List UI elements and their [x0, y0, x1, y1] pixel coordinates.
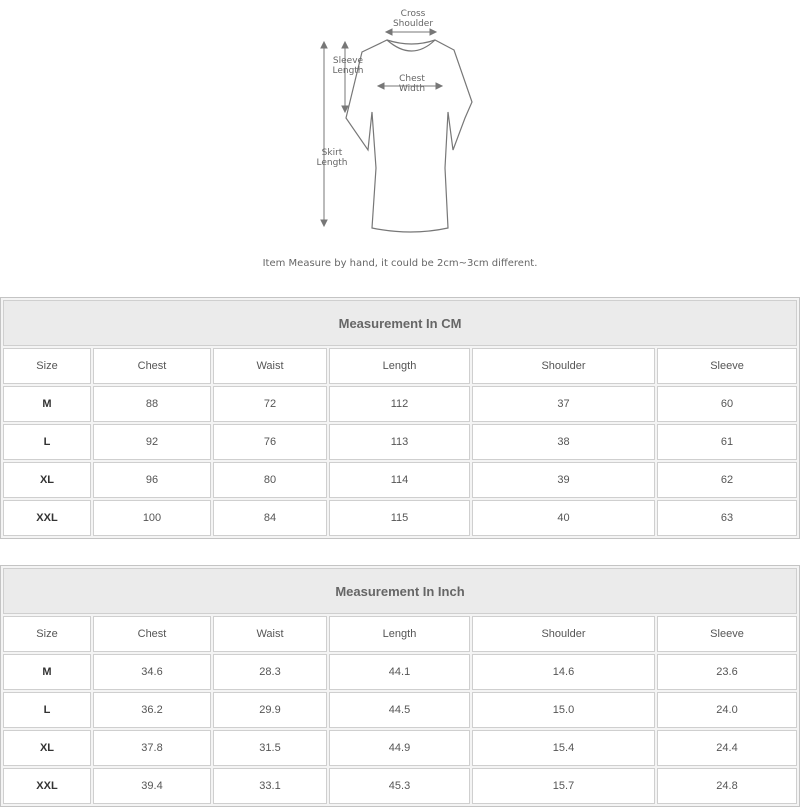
skirt-length-label: Skirt Length: [316, 148, 348, 168]
dress-diagram: [0, 0, 800, 290]
measure-note: Item Measure by hand, it could be 2cm~3cm different.: [262, 258, 538, 269]
header-cell: Waist: [213, 616, 327, 652]
value-cell: 113: [329, 424, 470, 460]
table-caption: Measurement In CM: [3, 300, 797, 346]
value-cell: 40: [472, 500, 655, 536]
value-cell: 112: [329, 386, 470, 422]
value-cell: 44.1: [329, 654, 470, 690]
cm-size-table: [0, 297, 800, 539]
cross-shoulder-label: Cross Shoulder: [392, 9, 434, 29]
value-cell: 36.2: [93, 692, 211, 728]
table-row: [3, 730, 797, 766]
table-row: [3, 424, 797, 460]
value-cell: 84: [213, 500, 327, 536]
size-cell: M: [3, 654, 91, 690]
value-cell: 24.0: [657, 692, 797, 728]
value-cell: 39: [472, 462, 655, 498]
table-row: [3, 500, 797, 536]
value-cell: 38: [472, 424, 655, 460]
chest-width-label: Chest Width: [398, 74, 426, 94]
header-cell: Size: [3, 348, 91, 384]
value-cell: 92: [93, 424, 211, 460]
value-cell: 60: [657, 386, 797, 422]
header-cell: Waist: [213, 348, 327, 384]
value-cell: 76: [213, 424, 327, 460]
header-cell: Length: [329, 616, 470, 652]
table-row: [3, 462, 797, 498]
value-cell: 100: [93, 500, 211, 536]
table-row: [3, 386, 797, 422]
value-cell: 15.4: [472, 730, 655, 766]
value-cell: 62: [657, 462, 797, 498]
dress-outline-icon: [0, 0, 800, 290]
sleeve-length-label: Sleeve Length: [332, 56, 364, 76]
header-cell: Length: [329, 348, 470, 384]
value-cell: 31.5: [213, 730, 327, 766]
table-caption: Measurement In Inch: [3, 568, 797, 614]
size-cell: L: [3, 692, 91, 728]
value-cell: 37.8: [93, 730, 211, 766]
inch-size-table: [0, 565, 800, 807]
header-cell: Shoulder: [472, 348, 655, 384]
header-cell: Sleeve: [657, 616, 797, 652]
size-cell: XL: [3, 462, 91, 498]
value-cell: 37: [472, 386, 655, 422]
value-cell: 61: [657, 424, 797, 460]
size-cell: XL: [3, 730, 91, 766]
size-cell: XXL: [3, 768, 91, 804]
value-cell: 88: [93, 386, 211, 422]
value-cell: 14.6: [472, 654, 655, 690]
table-header-row: [3, 616, 797, 652]
value-cell: 15.0: [472, 692, 655, 728]
value-cell: 23.6: [657, 654, 797, 690]
value-cell: 24.8: [657, 768, 797, 804]
table-row: [3, 692, 797, 728]
value-cell: 44.5: [329, 692, 470, 728]
size-cell: L: [3, 424, 91, 460]
value-cell: 29.9: [213, 692, 327, 728]
header-cell: Size: [3, 616, 91, 652]
header-cell: Shoulder: [472, 616, 655, 652]
size-cell: XXL: [3, 500, 91, 536]
value-cell: 44.9: [329, 730, 470, 766]
value-cell: 96: [93, 462, 211, 498]
table-header-row: [3, 348, 797, 384]
table-row: [3, 768, 797, 804]
value-cell: 39.4: [93, 768, 211, 804]
value-cell: 34.6: [93, 654, 211, 690]
value-cell: 114: [329, 462, 470, 498]
table-row: [3, 654, 797, 690]
value-cell: 72: [213, 386, 327, 422]
value-cell: 33.1: [213, 768, 327, 804]
header-cell: Sleeve: [657, 348, 797, 384]
header-cell: Chest: [93, 348, 211, 384]
value-cell: 45.3: [329, 768, 470, 804]
header-cell: Chest: [93, 616, 211, 652]
value-cell: 24.4: [657, 730, 797, 766]
value-cell: 115: [329, 500, 470, 536]
value-cell: 63: [657, 500, 797, 536]
size-cell: M: [3, 386, 91, 422]
value-cell: 80: [213, 462, 327, 498]
value-cell: 28.3: [213, 654, 327, 690]
value-cell: 15.7: [472, 768, 655, 804]
